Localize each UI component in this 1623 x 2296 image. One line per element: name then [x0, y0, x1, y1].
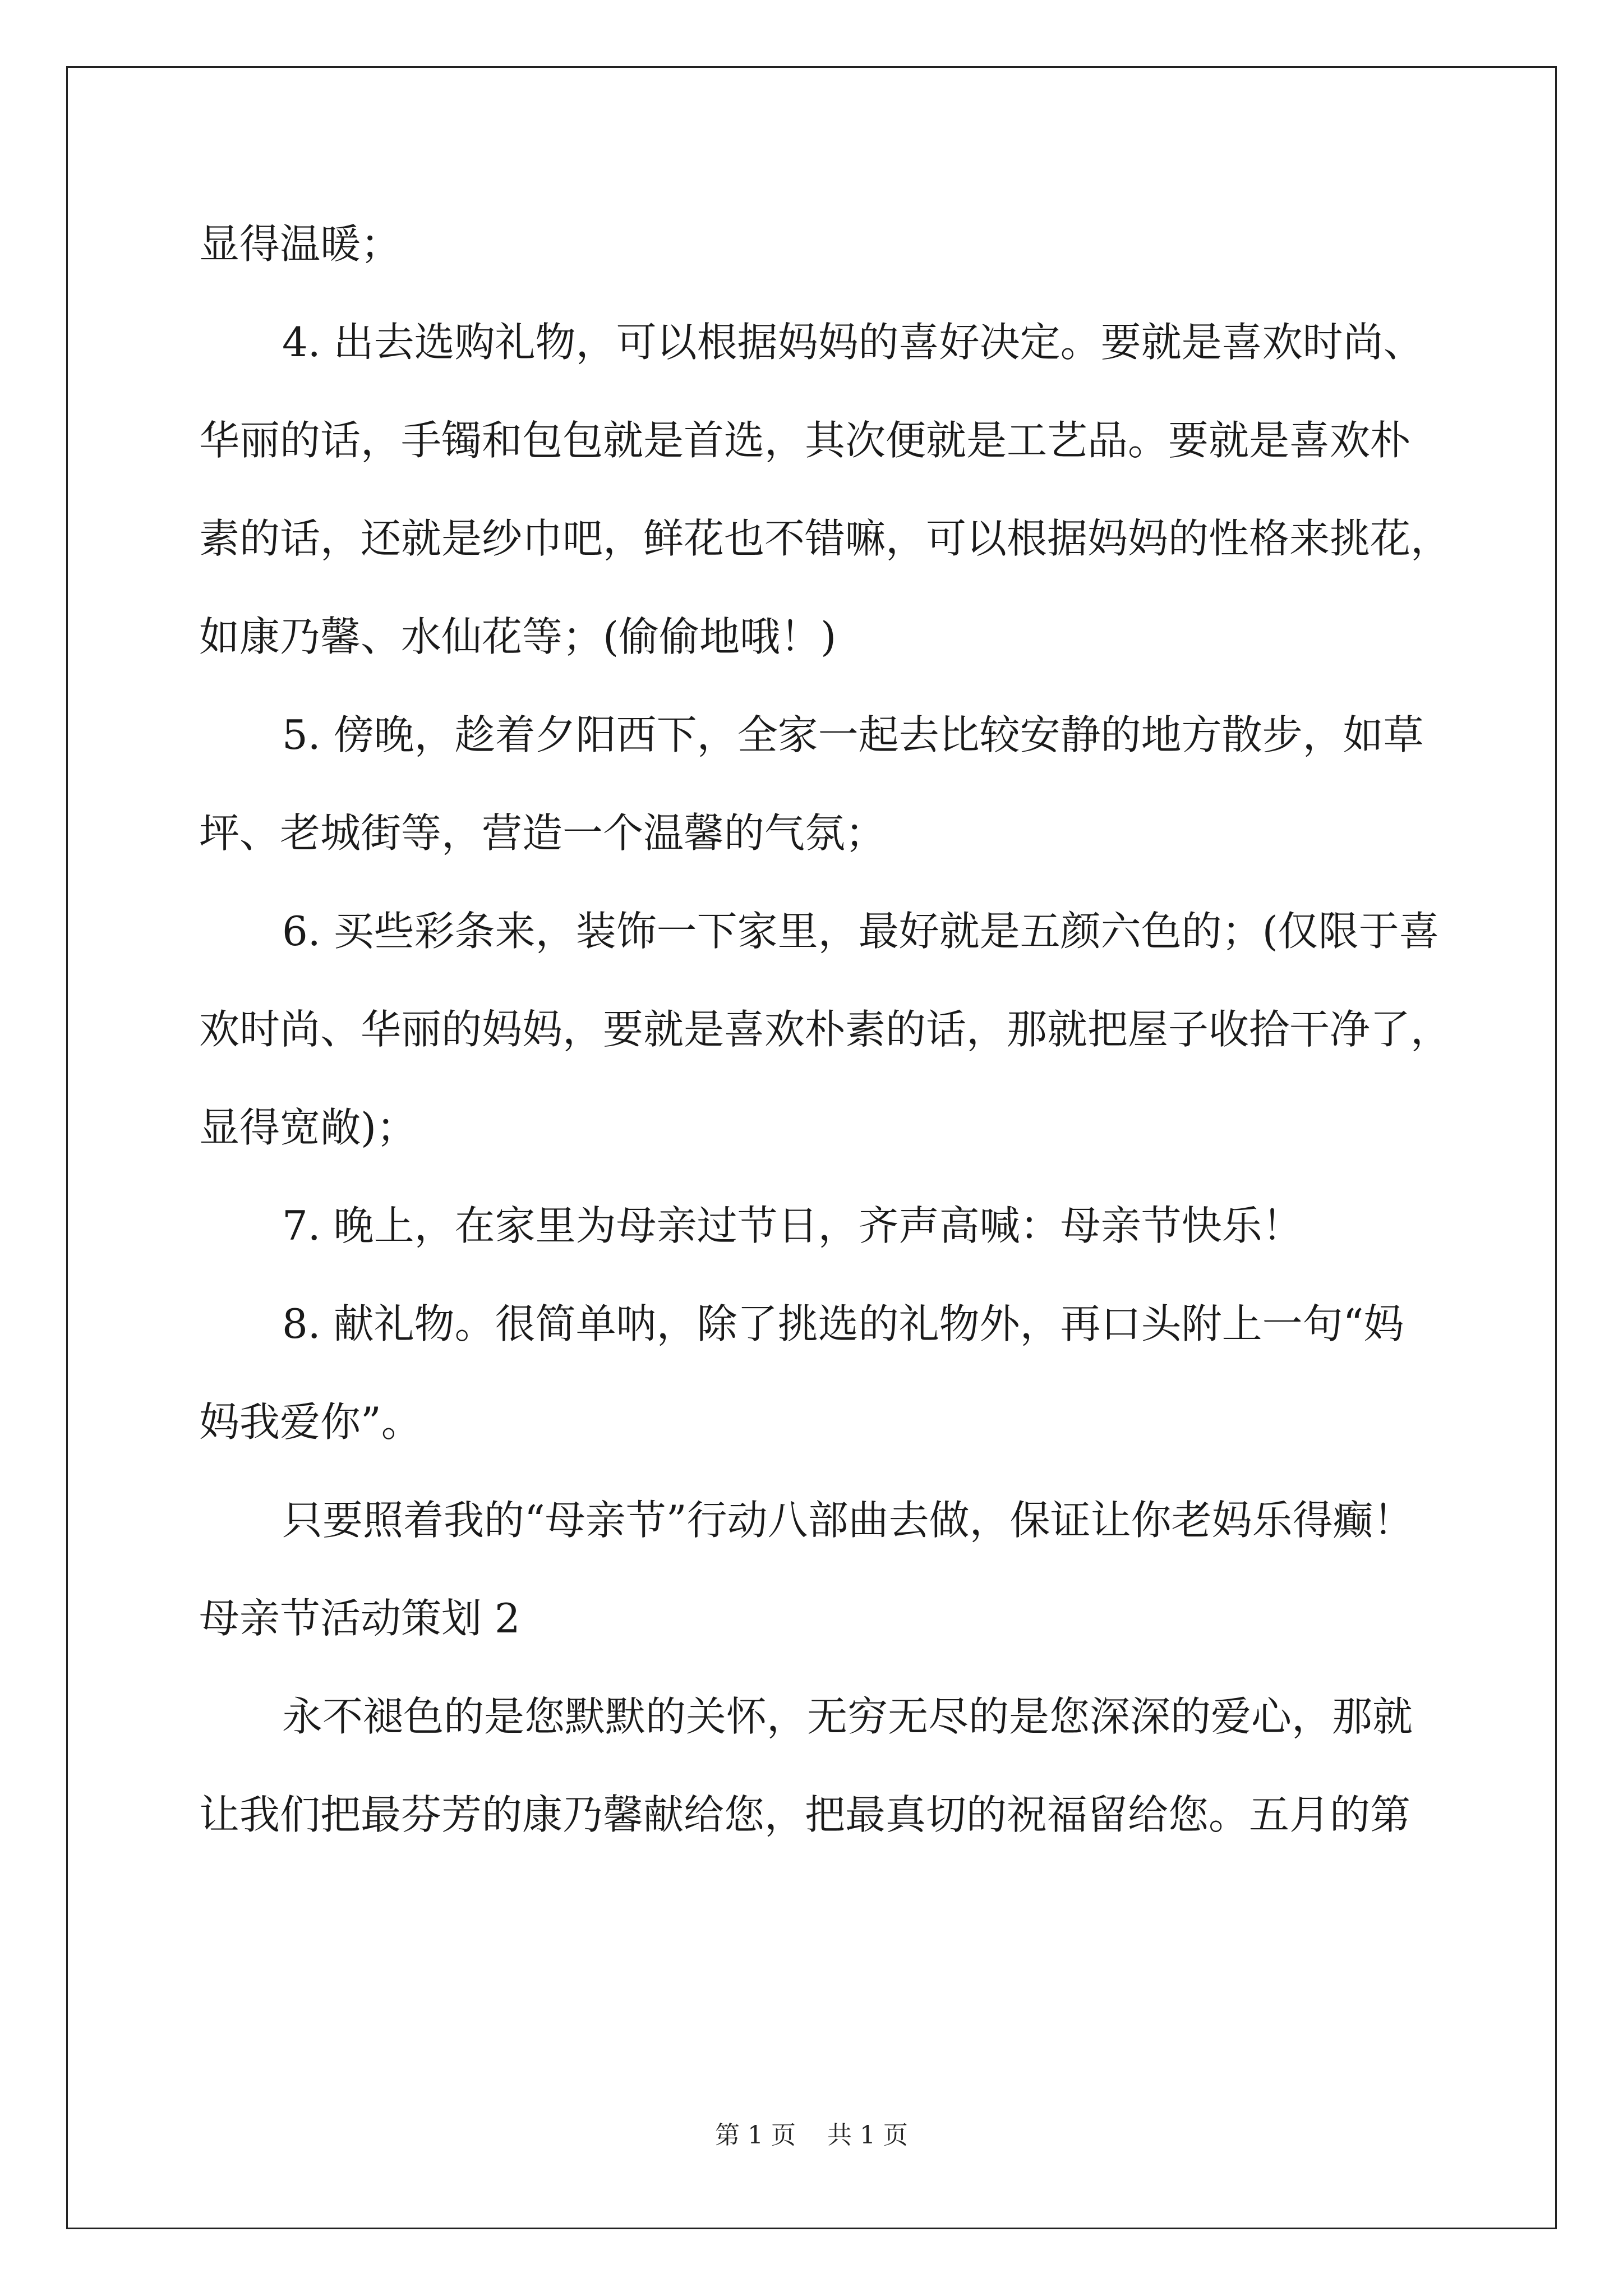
text-line-13: 妈我爱你”。 [199, 1398, 422, 1446]
text-line-11: 7. 晚上，在家里为母亲过节日，齐声高喊：母亲节快乐！ [282, 1202, 1303, 1249]
page-number: 第 1 页 共 1 页 [715, 2121, 908, 2150]
section-heading: 母亲节活动策划 2 [199, 1595, 520, 1642]
page-footer [0, 2119, 1623, 2152]
text-line-3: 华丽的话，手镯和包包就是首选，其次便就是工艺品。要就是喜欢朴 [199, 417, 1411, 464]
text-line-6: 5. 傍晚，趁着夕阳西下，全家一起去比较安静的地方散步，如草 [282, 711, 1424, 758]
text-line-1: 显得温暖； [199, 220, 402, 268]
text-line-7: 坪、老城街等，营造一个温馨的气氛； [199, 809, 886, 857]
text-line-16: 永不褪色的是您默默的关怀，无穷无尽的是您深深的爱心，那就 [282, 1693, 1413, 1740]
text-line-4: 素的话，还就是纱巾吧，鲜花也不错嘛，可以根据妈妈的性格来挑花， [199, 515, 1451, 562]
text-line-8: 6. 买些彩条来，装饰一下家里，最好就是五颜六色的；(仅限于喜 [282, 908, 1440, 955]
text-line-5: 如康乃馨、水仙花等；(偷偷地哦！) [199, 613, 837, 660]
text-line-2: 4. 出去选购礼物，可以根据妈妈的喜好决定。要就是喜欢时尚、 [282, 319, 1424, 366]
text-line-10: 显得宽敞)； [199, 1104, 417, 1151]
text-line-17: 让我们把最芬芳的康乃馨献给您，把最真切的祝福留给您。五月的第 [199, 1791, 1411, 1838]
text-line-12: 8. 献礼物。很简单呐，除了挑选的礼物外，再口头附上一句“妈 [282, 1300, 1404, 1347]
text-line-9: 欢时尚、华丽的妈妈，要就是喜欢朴素的话，那就把屋子收拾干净了， [199, 1006, 1451, 1053]
text-line-14: 只要照着我的“母亲节”行动八部曲去做，保证让你老妈乐得癫！ [282, 1497, 1414, 1544]
